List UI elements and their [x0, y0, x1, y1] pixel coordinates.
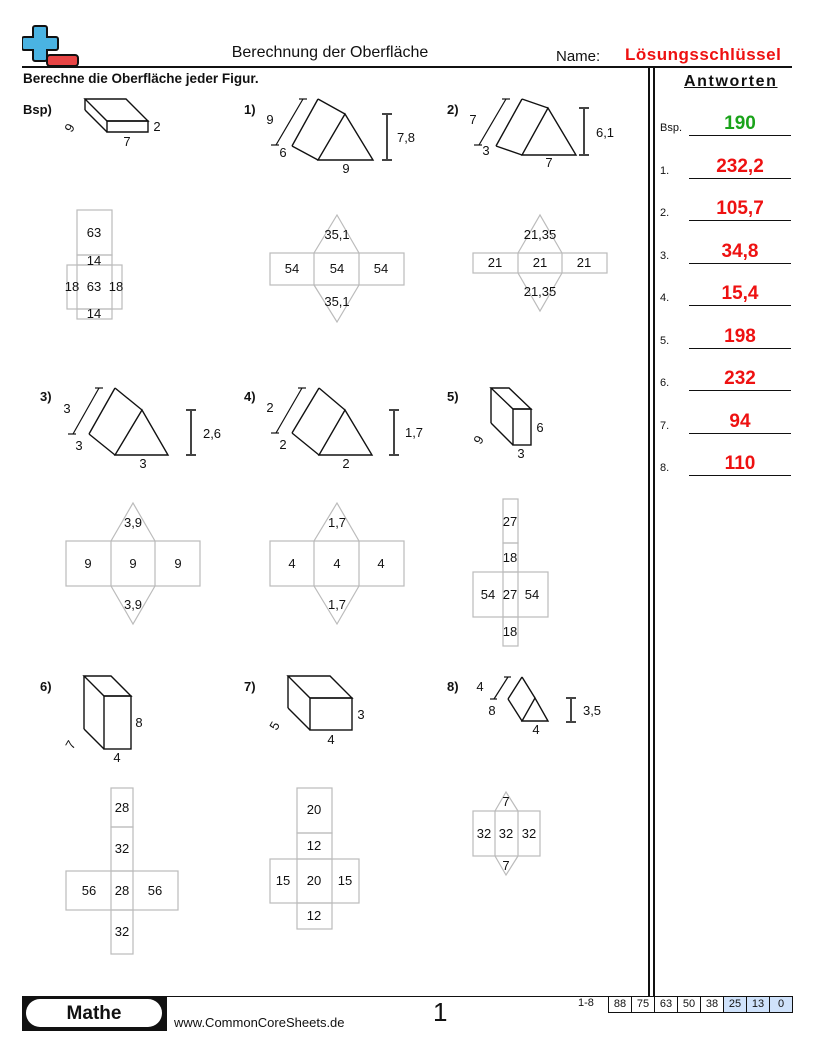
prism-figure-1 — [271, 99, 392, 160]
dim-length: 2 — [266, 400, 274, 415]
dim-side: 3 — [75, 438, 83, 453]
score-cell: 0 — [770, 996, 793, 1013]
score-cell: 50 — [678, 996, 701, 1013]
net-left: 54 — [480, 587, 496, 602]
problem-label-1: 1) — [244, 102, 256, 117]
worksheet-title: Berechnung der Oberfläche — [231, 44, 429, 61]
net-triangle-top: 3,9 — [123, 515, 143, 530]
net-lower: 18 — [502, 624, 518, 639]
net-left: 32 — [476, 826, 492, 841]
net-center: 54 — [329, 261, 345, 276]
dim-length: 9 — [266, 112, 274, 127]
answer-number: 3. — [660, 250, 670, 262]
problem-label-3: 3) — [40, 389, 52, 404]
answers-heading: Antworten — [684, 73, 778, 90]
box-figure-5 — [491, 388, 531, 445]
instruction-text: Berechne die Oberfläche jeder Figur. — [23, 71, 259, 86]
answer-value: 15,4 — [721, 283, 759, 304]
box-figure-6 — [84, 676, 131, 749]
score-cell: 63 — [655, 996, 678, 1013]
net-right: 9 — [174, 556, 182, 571]
dim-base: 3 — [139, 456, 147, 471]
dim-width: 4 — [327, 732, 335, 747]
dim-depth: 7 — [62, 737, 79, 752]
dim-side: 8 — [488, 703, 496, 718]
net-center: 21 — [532, 255, 548, 270]
dim-height: 1,7 — [404, 425, 424, 440]
dim-base: 4 — [532, 722, 540, 737]
prism-figure-8 — [490, 677, 576, 722]
score-cell: 88 — [608, 996, 632, 1013]
answer-value: 110 — [724, 453, 756, 474]
net-right: 56 — [147, 883, 163, 898]
problem-label-8: 8) — [447, 679, 459, 694]
prism-figure-2 — [474, 99, 589, 155]
net-left: 9 — [84, 556, 92, 571]
score-table — [578, 996, 793, 1012]
page-number: 1 — [433, 997, 448, 1027]
dim-height: 6 — [536, 420, 544, 435]
dim-base: 9 — [342, 161, 350, 176]
dim-depth: 9 — [470, 432, 487, 447]
net-center: 32 — [498, 826, 514, 841]
net-top: 27 — [502, 514, 518, 529]
net-triangle-bottom: 21,35 — [523, 284, 557, 299]
dim-depth: 9 — [61, 120, 78, 135]
net-triangle-bottom: 1,7 — [327, 597, 347, 612]
net-left: 56 — [81, 883, 97, 898]
net-triangle-bottom: 35,1 — [324, 294, 350, 309]
net-right: 21 — [576, 255, 592, 270]
net-left: 18 — [64, 279, 80, 294]
dim-length: 7 — [469, 112, 477, 127]
dim-height: 3,5 — [582, 703, 602, 718]
problem-label-7: 7) — [244, 679, 256, 694]
dim-height: 6,1 — [595, 125, 615, 140]
dim-depth: 5 — [266, 718, 283, 733]
net-upper: 14 — [86, 253, 102, 268]
website-link[interactable]: www.CommonCoreSheets.de — [174, 1015, 345, 1030]
net-center: 63 — [86, 279, 102, 294]
answer-value: 34,8 — [721, 241, 759, 262]
subject-badge: Mathe — [26, 999, 162, 1027]
net-center: 28 — [114, 883, 130, 898]
problem-label-5: 5) — [447, 389, 459, 404]
net-top: 20 — [306, 802, 322, 817]
net-center: 4 — [333, 556, 341, 571]
problem-label-2: 2) — [447, 102, 459, 117]
net-triangle-top: 1,7 — [327, 515, 347, 530]
net-triangle-top: 35,1 — [324, 227, 350, 242]
score-cell: 75 — [632, 996, 655, 1013]
net-right: 18 — [108, 279, 124, 294]
net-left: 21 — [487, 255, 503, 270]
prism-figure-4 — [271, 388, 399, 455]
answer-value: 94 — [729, 411, 751, 432]
net-left: 54 — [284, 261, 300, 276]
answer-number: 6. — [660, 377, 670, 389]
dim-width: 7 — [123, 134, 131, 149]
net-triangle-bottom: 3,9 — [123, 597, 143, 612]
name-value: Lösungsschlüssel — [625, 45, 782, 64]
name-label: Name: — [556, 48, 601, 65]
net-right: 54 — [524, 587, 540, 602]
dim-height: 2,6 — [202, 426, 222, 441]
dim-width: 3 — [517, 446, 525, 461]
net-lower: 14 — [86, 306, 102, 321]
answer-value: 190 — [724, 113, 756, 134]
score-cell: 25 — [724, 996, 747, 1013]
dim-height: 3 — [357, 707, 365, 722]
answer-value: 232 — [724, 368, 756, 389]
problem-label-4: 4) — [244, 389, 256, 404]
dim-base: 2 — [342, 456, 350, 471]
net-upper: 32 — [114, 841, 130, 856]
answer-value: 198 — [724, 326, 756, 347]
dim-length: 3 — [63, 401, 71, 416]
net-left: 15 — [275, 873, 291, 888]
answer-number: 4. — [660, 292, 670, 304]
score-cell: 38 — [701, 996, 724, 1013]
answer-value: 232,2 — [716, 156, 764, 177]
net-left: 4 — [288, 556, 296, 571]
dim-base: 7 — [545, 155, 553, 170]
net-lower: 32 — [114, 924, 130, 939]
dim-height: 2 — [153, 119, 161, 134]
answer-number: 7. — [660, 420, 670, 432]
score-cell: 13 — [747, 996, 770, 1013]
problem-label-example: Bsp) — [23, 102, 52, 117]
net-triangle-top: 21,35 — [523, 227, 557, 242]
net-right: 4 — [377, 556, 385, 571]
dim-length: 4 — [476, 679, 484, 694]
net-triangle-top: 7 — [502, 794, 510, 809]
dim-side: 6 — [279, 145, 287, 160]
box-figure-7 — [288, 676, 352, 730]
answer-number: 5. — [660, 335, 670, 347]
net-center: 20 — [306, 873, 322, 888]
net-right: 54 — [373, 261, 389, 276]
answer-value: 105,7 — [716, 198, 764, 219]
net-triangle-bottom: 7 — [502, 858, 510, 873]
answer-number: 8. — [660, 462, 670, 474]
net-right: 15 — [337, 873, 353, 888]
score-range-label: 1-8 — [578, 997, 594, 1009]
answer-number: 1. — [660, 165, 670, 177]
net-top: 63 — [86, 225, 102, 240]
net-right: 32 — [521, 826, 537, 841]
net-upper: 12 — [306, 838, 322, 853]
dim-height: 8 — [135, 715, 143, 730]
answer-number: 2. — [660, 207, 670, 219]
dim-side: 2 — [279, 437, 287, 452]
prism-figure-3 — [68, 388, 196, 455]
problem-label-6: 6) — [40, 679, 52, 694]
net-top: 28 — [114, 800, 130, 815]
dim-side: 3 — [482, 143, 490, 158]
net-center: 9 — [129, 556, 137, 571]
dim-width: 4 — [113, 750, 121, 765]
dim-height: 7,8 — [396, 130, 416, 145]
net-upper: 18 — [502, 550, 518, 565]
net-center: 27 — [502, 587, 518, 602]
answer-number: Bsp. — [660, 122, 683, 134]
net-lower: 12 — [306, 908, 322, 923]
box-figure-example — [85, 99, 148, 132]
